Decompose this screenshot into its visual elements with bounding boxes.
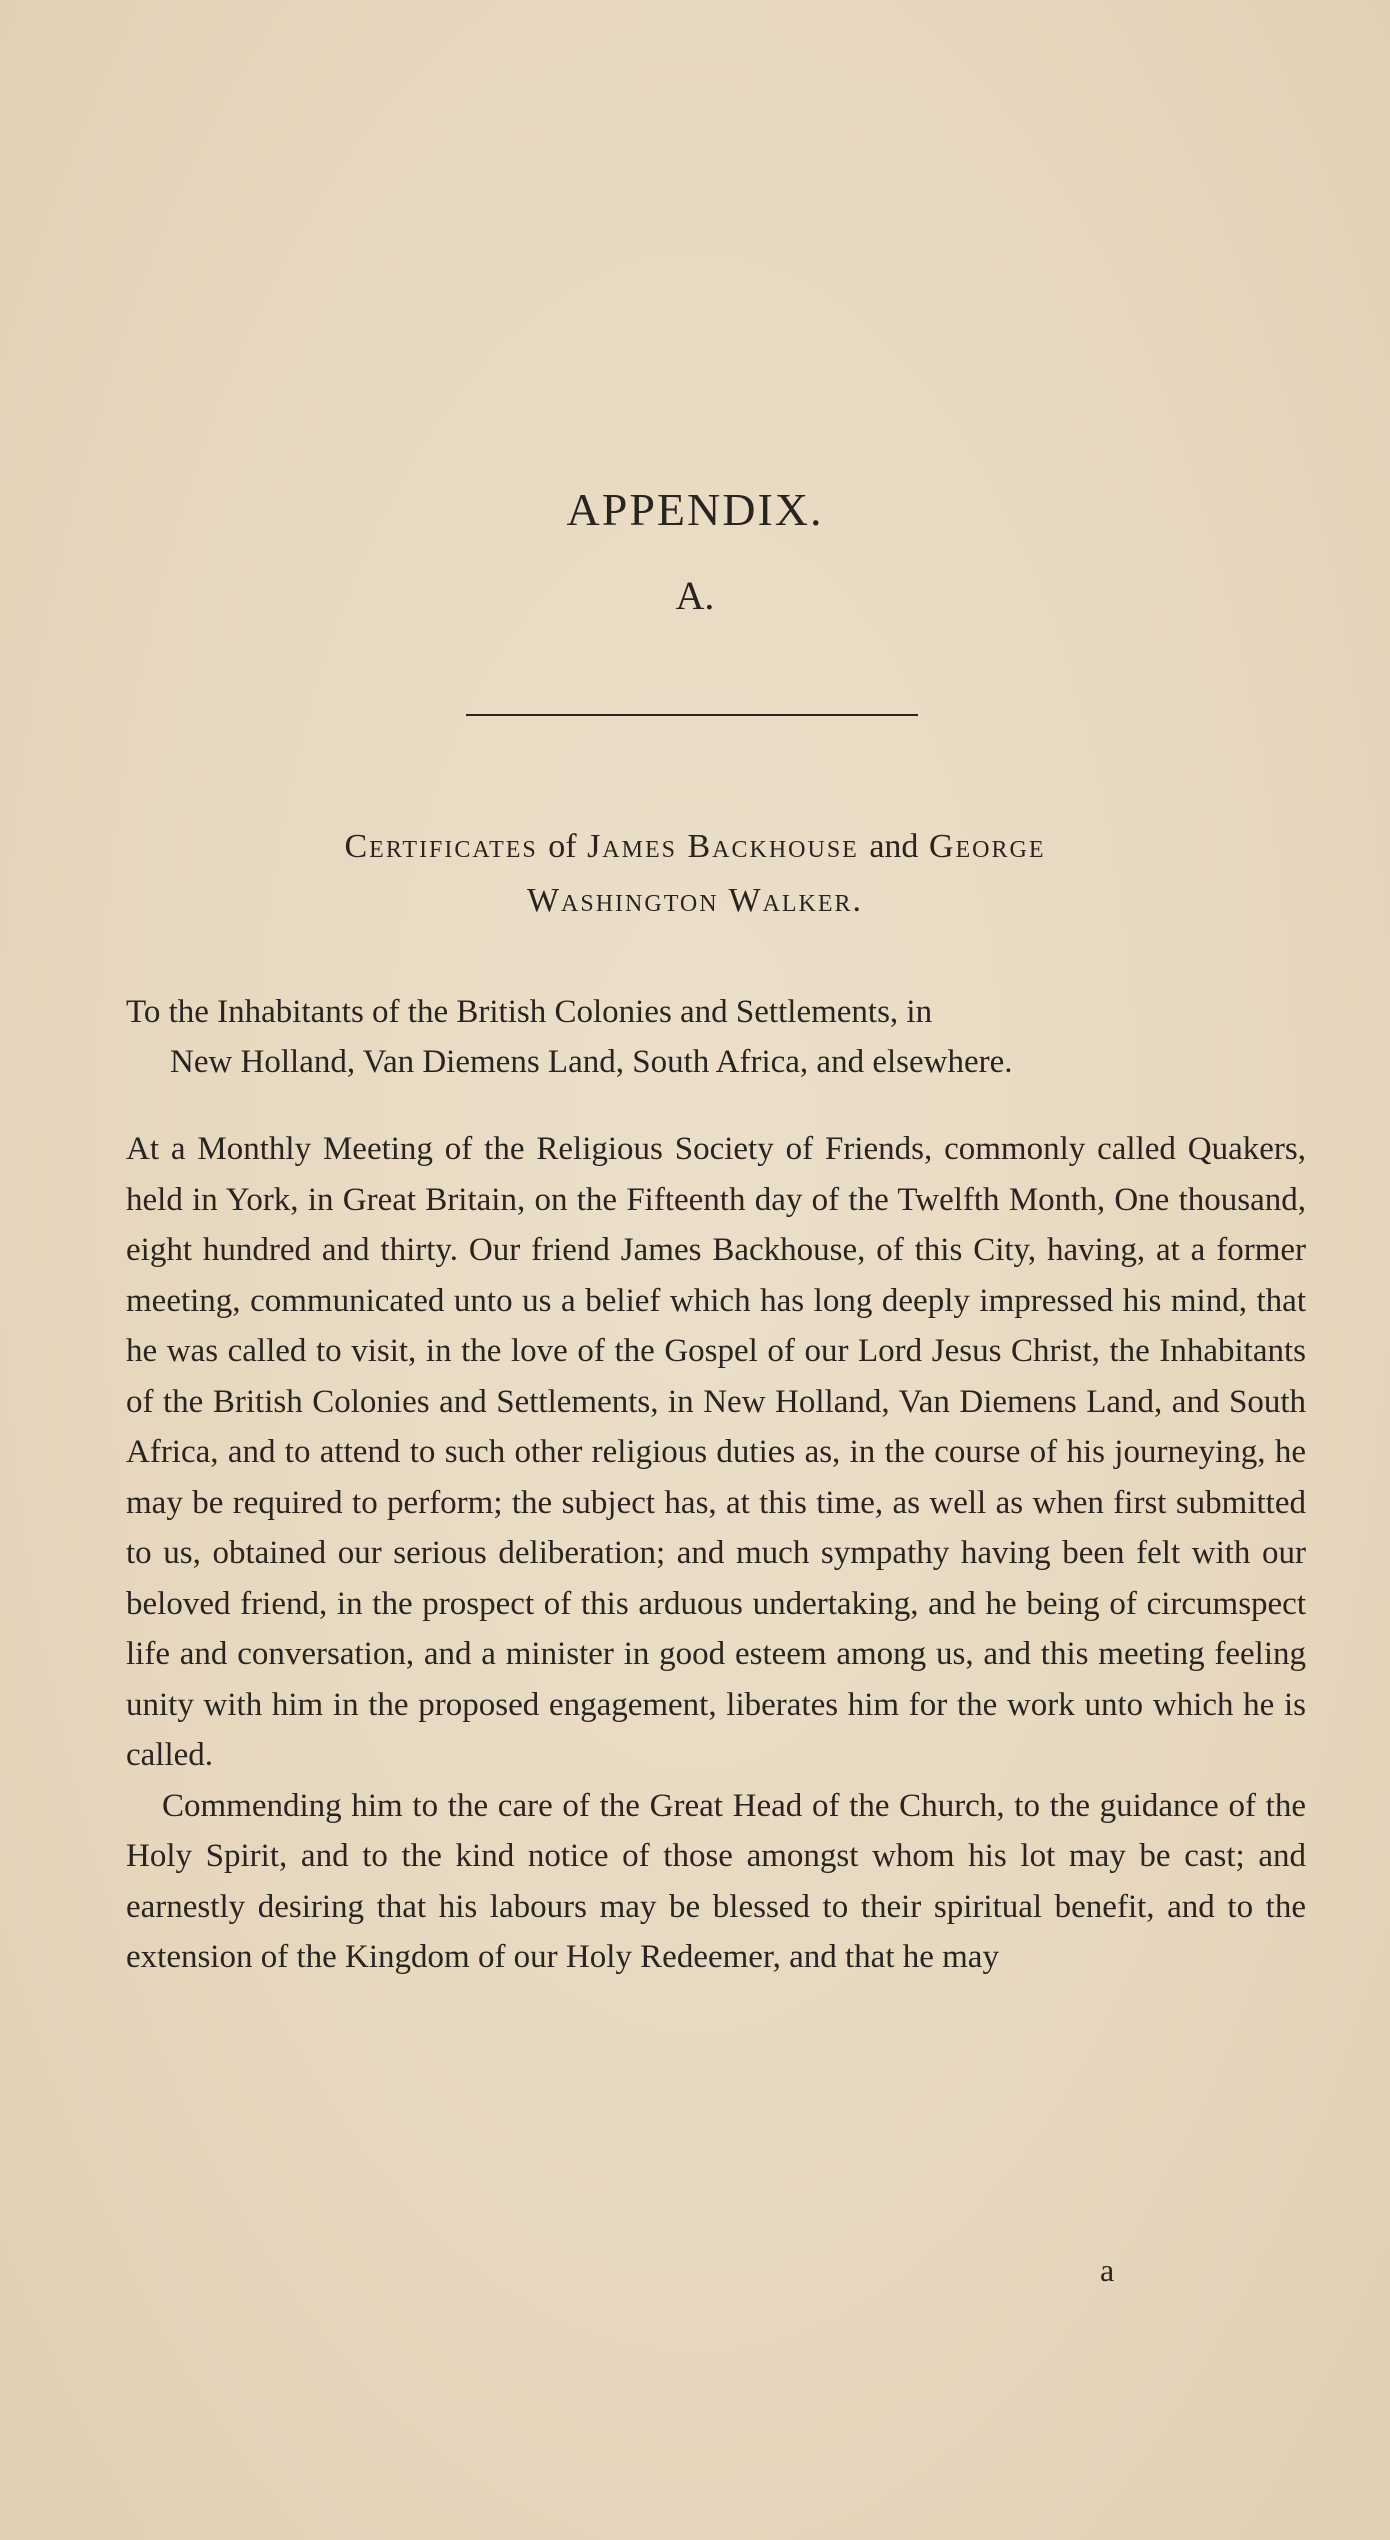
catchword: a	[1100, 2252, 1115, 2288]
appendix-letter: A.	[675, 573, 715, 618]
certificate-title-of: of	[548, 828, 577, 865]
certificate-title-name1: James Backhouse	[587, 828, 859, 865]
paragraph-1: At a Monthly Meeting of the Religious Society of Friends, commonly called Quakers, held in York, in Great Britain, on the Fifteenth day of the Twelfth Month, One thousand, eight hundred and thirty. Our friend James Backhouse, of this City, having, at a former meeting, communicated unto us a belief which has long deeply impressed his mind, that he was called to visit, in the love of the Gospel of our Lord Jesus Christ, the Inhabitants of the British Colonies and Settlements, in New Holland, Van Diemens Land, and South Africa, and to attend to such other religious duties as, in the course of his journeying, he may be required to perform; the subject has, at this time, as well as when first submitted to us, obtained our serious deliberation; and much sympathy having been felt with our beloved friend, in the prospect of this arduous undertaking, and he being of circumspect life and conversation, and a minister in good esteem among us, and this meeting feeling unity with him in the proposed engagement, liberates him for the work unto which he is called.	[126, 1131, 1306, 1773]
certificate-title-name2-first: George	[928, 828, 1046, 865]
address-block	[126, 987, 1306, 1087]
certificate-title-line1	[0, 820, 1390, 874]
certificate-title-word: Certificates	[344, 828, 538, 865]
paragraph-2: Commending him to the care of the Great Head of the Church, to the guidance of the Holy Spirit, and to the kind notice of those amongst whom his lot may be cast; and earnestly desiring that his labours may be blessed to their spiritual benefit, and to the extension of the Kingdom of our Holy Redeemer, and that he may	[126, 1787, 1306, 1975]
body-text	[126, 1124, 1306, 1983]
address-line-2: New Holland, Van Diemens Land, South Africa, and elsewhere.	[170, 1044, 1013, 1080]
certificate-title-line2: Washington Walker.	[526, 882, 864, 919]
address-line-1: To the Inhabitants of the British Colonies and Settlements, in	[126, 994, 933, 1030]
divider-rule	[466, 714, 918, 716]
page-heading: APPENDIX.	[566, 484, 824, 535]
certificate-title	[0, 820, 1390, 928]
certificate-title-and: and	[869, 828, 919, 865]
